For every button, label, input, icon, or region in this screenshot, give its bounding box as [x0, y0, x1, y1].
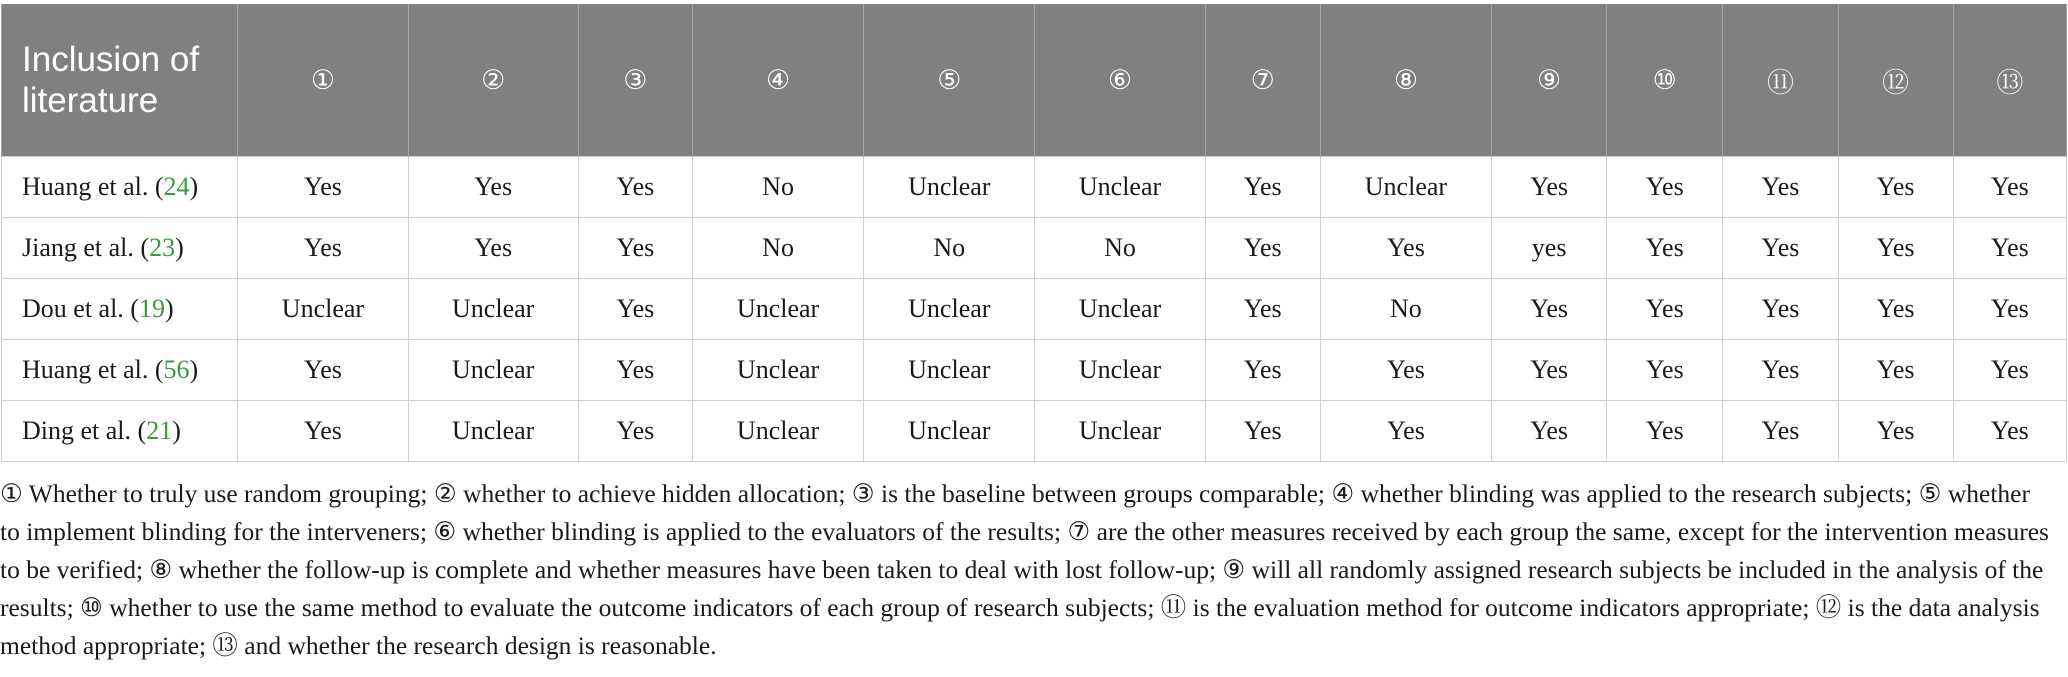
- value-cell: Yes: [1838, 340, 1953, 401]
- value-cell: Yes: [1953, 218, 2066, 279]
- header-criterion-3: ③: [578, 4, 692, 157]
- value-cell: Yes: [1723, 218, 1838, 279]
- value-cell: Yes: [1838, 279, 1953, 340]
- reference-link[interactable]: 23: [149, 233, 176, 262]
- value-cell: Yes: [238, 157, 408, 218]
- reference-link[interactable]: 21: [146, 416, 173, 445]
- value-cell: Unclear: [692, 401, 863, 462]
- value-cell: Unclear: [238, 279, 408, 340]
- value-cell: No: [1035, 218, 1205, 279]
- value-cell: Unclear: [864, 401, 1035, 462]
- value-cell: Unclear: [1320, 157, 1491, 218]
- header-inclusion-of-literature: Inclusion of literature: [2, 4, 238, 157]
- value-cell: Yes: [408, 218, 578, 279]
- value-cell: Yes: [1838, 218, 1953, 279]
- value-cell: Unclear: [408, 340, 578, 401]
- table-row: [2, 157, 2067, 218]
- value-cell: Yes: [578, 401, 692, 462]
- value-cell: Yes: [1320, 401, 1491, 462]
- value-cell: Unclear: [864, 157, 1035, 218]
- reference-link[interactable]: 24: [163, 172, 190, 201]
- value-cell: Yes: [1205, 340, 1320, 401]
- study-paren: ): [164, 294, 174, 323]
- header-criterion-9: ⑨: [1492, 4, 1607, 157]
- reference-link[interactable]: 19: [138, 294, 165, 323]
- study-cell: [2, 218, 238, 279]
- table-row: [2, 340, 2067, 401]
- value-cell: Yes: [1723, 340, 1838, 401]
- header-criterion-13: ⑬: [1953, 4, 2066, 157]
- value-cell: Yes: [1205, 157, 1320, 218]
- value-cell: Yes: [1723, 157, 1838, 218]
- value-cell: No: [1320, 279, 1491, 340]
- value-cell: Yes: [1607, 401, 1723, 462]
- value-cell: Unclear: [692, 340, 863, 401]
- value-cell: Yes: [1607, 279, 1723, 340]
- study-name: Ding et al. (: [22, 416, 147, 445]
- value-cell: Unclear: [1035, 157, 1205, 218]
- table-row: [2, 218, 2067, 279]
- header-row: [2, 4, 2067, 157]
- value-cell: Yes: [1953, 340, 2066, 401]
- value-cell: Yes: [1492, 340, 1607, 401]
- study-name: Dou et al. (: [22, 294, 139, 323]
- value-cell: Yes: [1205, 218, 1320, 279]
- header-criterion-8: ⑧: [1320, 4, 1491, 157]
- header-criterion-7: ⑦: [1205, 4, 1320, 157]
- study-cell: [2, 401, 238, 462]
- header-criterion-6: ⑥: [1035, 4, 1205, 157]
- value-cell: Yes: [1320, 218, 1491, 279]
- header-criterion-12: ⑫: [1838, 4, 1953, 157]
- value-cell: Yes: [238, 401, 408, 462]
- value-cell: Yes: [238, 340, 408, 401]
- value-cell: Unclear: [1035, 279, 1205, 340]
- value-cell: Unclear: [1035, 340, 1205, 401]
- header-criterion-4: ④: [692, 4, 863, 157]
- value-cell: No: [692, 218, 863, 279]
- study-name: Huang et al. (: [22, 355, 164, 384]
- value-cell: Unclear: [408, 279, 578, 340]
- header-criterion-11: ⑪: [1723, 4, 1838, 157]
- value-cell: Unclear: [864, 279, 1035, 340]
- study-name: Huang et al. (: [22, 172, 164, 201]
- table-header: [2, 4, 2067, 157]
- header-criterion-1: ①: [238, 4, 408, 157]
- table-row: [2, 279, 2067, 340]
- value-cell: Unclear: [408, 401, 578, 462]
- value-cell: Yes: [1953, 157, 2066, 218]
- value-cell: Yes: [1492, 157, 1607, 218]
- study-paren: ): [189, 355, 199, 384]
- study-paren: ): [172, 416, 181, 445]
- literature-quality-table: [1, 4, 2067, 462]
- value-cell: Yes: [1607, 157, 1723, 218]
- value-cell: Yes: [1492, 401, 1607, 462]
- value-cell: Yes: [1205, 401, 1320, 462]
- header-criterion-5: ⑤: [864, 4, 1035, 157]
- study-cell: [2, 279, 238, 340]
- header-criterion-10: ⑩: [1607, 4, 1723, 157]
- value-cell: Yes: [578, 279, 692, 340]
- value-cell: Unclear: [692, 279, 863, 340]
- value-cell: Yes: [1838, 157, 1953, 218]
- value-cell: No: [692, 157, 863, 218]
- study-cell: [2, 157, 238, 218]
- value-cell: Yes: [1320, 340, 1491, 401]
- study-cell: [2, 340, 238, 401]
- value-cell: Yes: [1723, 401, 1838, 462]
- study-paren: ): [175, 233, 184, 262]
- value-cell: Yes: [1607, 218, 1723, 279]
- value-cell: Yes: [578, 218, 692, 279]
- value-cell: yes: [1492, 218, 1607, 279]
- table-footnote: ① Whether to truly use random grouping; ② whether to achieve hidden allocation; ③ is the baseline between groups comparable; ④ whether blinding was applied to the research subjects; ⑤ whether to implement blinding for the interveners; ⑥ whether blinding is applied to the evaluators of the results; ⑦ are the other measures received by each group the same, except for the intervention measures to be verified; ⑧ whether the follow-up is complete and whether measures have been taken to deal with lost follow-up; ⑨ will all randomly assigned research subjects be included in the analysis of the results; ⑩ whether to use the same method to evaluate the outcome indicators of each group of research subjects; ⑪ is the evaluation method for outcome indicators appropriate; ⑫ is the data analysis method appropriate; ⑬ and whether the research design is reasonable.: [0, 479, 2049, 660]
- value-cell: Yes: [1953, 401, 2066, 462]
- value-cell: Unclear: [864, 340, 1035, 401]
- value-cell: Yes: [1723, 279, 1838, 340]
- value-cell: Unclear: [1035, 401, 1205, 462]
- study-name: Jiang et al. (: [22, 233, 150, 262]
- value-cell: Yes: [1838, 401, 1953, 462]
- header-criterion-2: ②: [408, 4, 578, 157]
- study-paren: ): [189, 172, 199, 201]
- value-cell: Yes: [408, 157, 578, 218]
- reference-link[interactable]: 56: [163, 355, 190, 384]
- value-cell: Yes: [1492, 279, 1607, 340]
- table-row: [2, 401, 2067, 462]
- value-cell: No: [864, 218, 1035, 279]
- value-cell: Yes: [1607, 340, 1723, 401]
- table-body: [2, 157, 2067, 462]
- value-cell: Yes: [238, 218, 408, 279]
- value-cell: Yes: [1205, 279, 1320, 340]
- value-cell: Yes: [1953, 279, 2066, 340]
- value-cell: Yes: [578, 340, 692, 401]
- value-cell: Yes: [578, 157, 692, 218]
